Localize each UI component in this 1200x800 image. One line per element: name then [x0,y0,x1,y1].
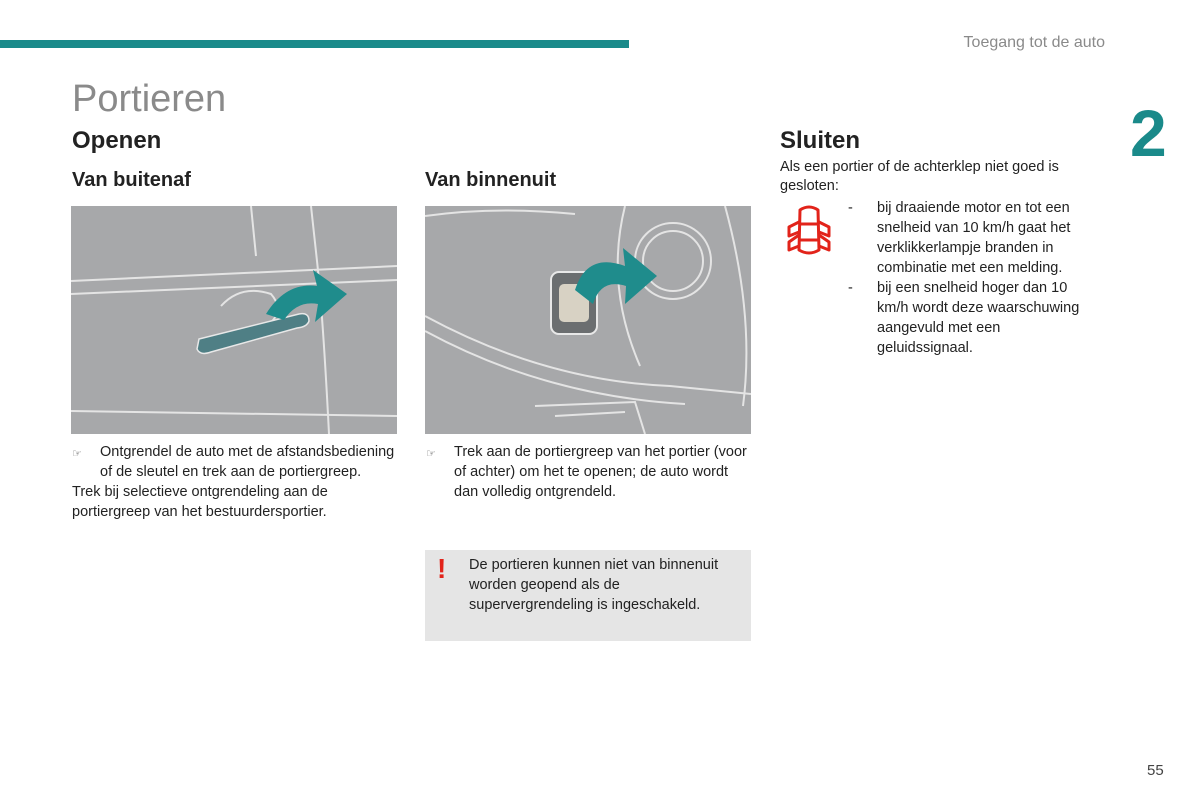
sluiten-item-2: bij een snelheid hoger dan 10 km/h wordt deze waarschuwing aangevuld met een geluidssignaal. [877,280,1080,356]
page-number: 55 [1147,762,1164,779]
page-title: Portieren [72,78,227,120]
warning-note-box [425,550,751,641]
section-header: Toegang tot de auto [963,34,1105,51]
note-text: De portieren kunnen niet van binnenuit worden geopend als de supervergrendeling is ingeschakeld. [469,557,719,613]
openen-heading: Openen [72,127,162,154]
sluiten-item-1: bij draaiende motor en tot een snelheid van 10 km/h gaat het verklikkerlampje branden in combinatie met een melding. [877,200,1071,276]
inside-bullet-text: Trek aan de portiergreep van het portier (voor of achter) om het te openen; de auto wordt dan volledig ontgrendeld. [454,444,747,500]
list-item [848,198,1098,278]
list-item [848,278,1098,358]
outside-heading: Van buitenaf [72,169,191,191]
chapter-number: 2 [1130,96,1167,170]
sluiten-intro: Als een portier of de achterklep niet goed is gesloten: [780,159,1059,194]
hand-pointer-icon: ☞ [72,448,82,460]
hand-pointer-icon: ☞ [426,448,436,460]
interior-handle-illustration [425,206,751,434]
sluiten-heading: Sluiten [780,127,861,154]
dash-marker: - [848,200,853,216]
inside-heading: Van binnenuit [425,169,557,191]
list-item [426,442,752,502]
outside-text [72,442,398,522]
exterior-handle-illustration [71,206,397,434]
outside-bullet-text: Ontgrendel de auto met de afstandsbediening of de sleutel en trek aan de portiergreep. [100,444,395,480]
outside-extra-text: Trek bij selectieve ontgrendeling aan de portiergreep van het bestuurdersportier. [72,484,328,520]
exclamation-icon: ! [437,553,447,584]
dash-marker: - [848,280,853,296]
list-item [72,442,398,482]
sluiten-list [848,198,1098,358]
inside-text [426,442,752,502]
car-doors-open-warning-icon [782,202,836,262]
top-accent-bar [0,40,629,48]
